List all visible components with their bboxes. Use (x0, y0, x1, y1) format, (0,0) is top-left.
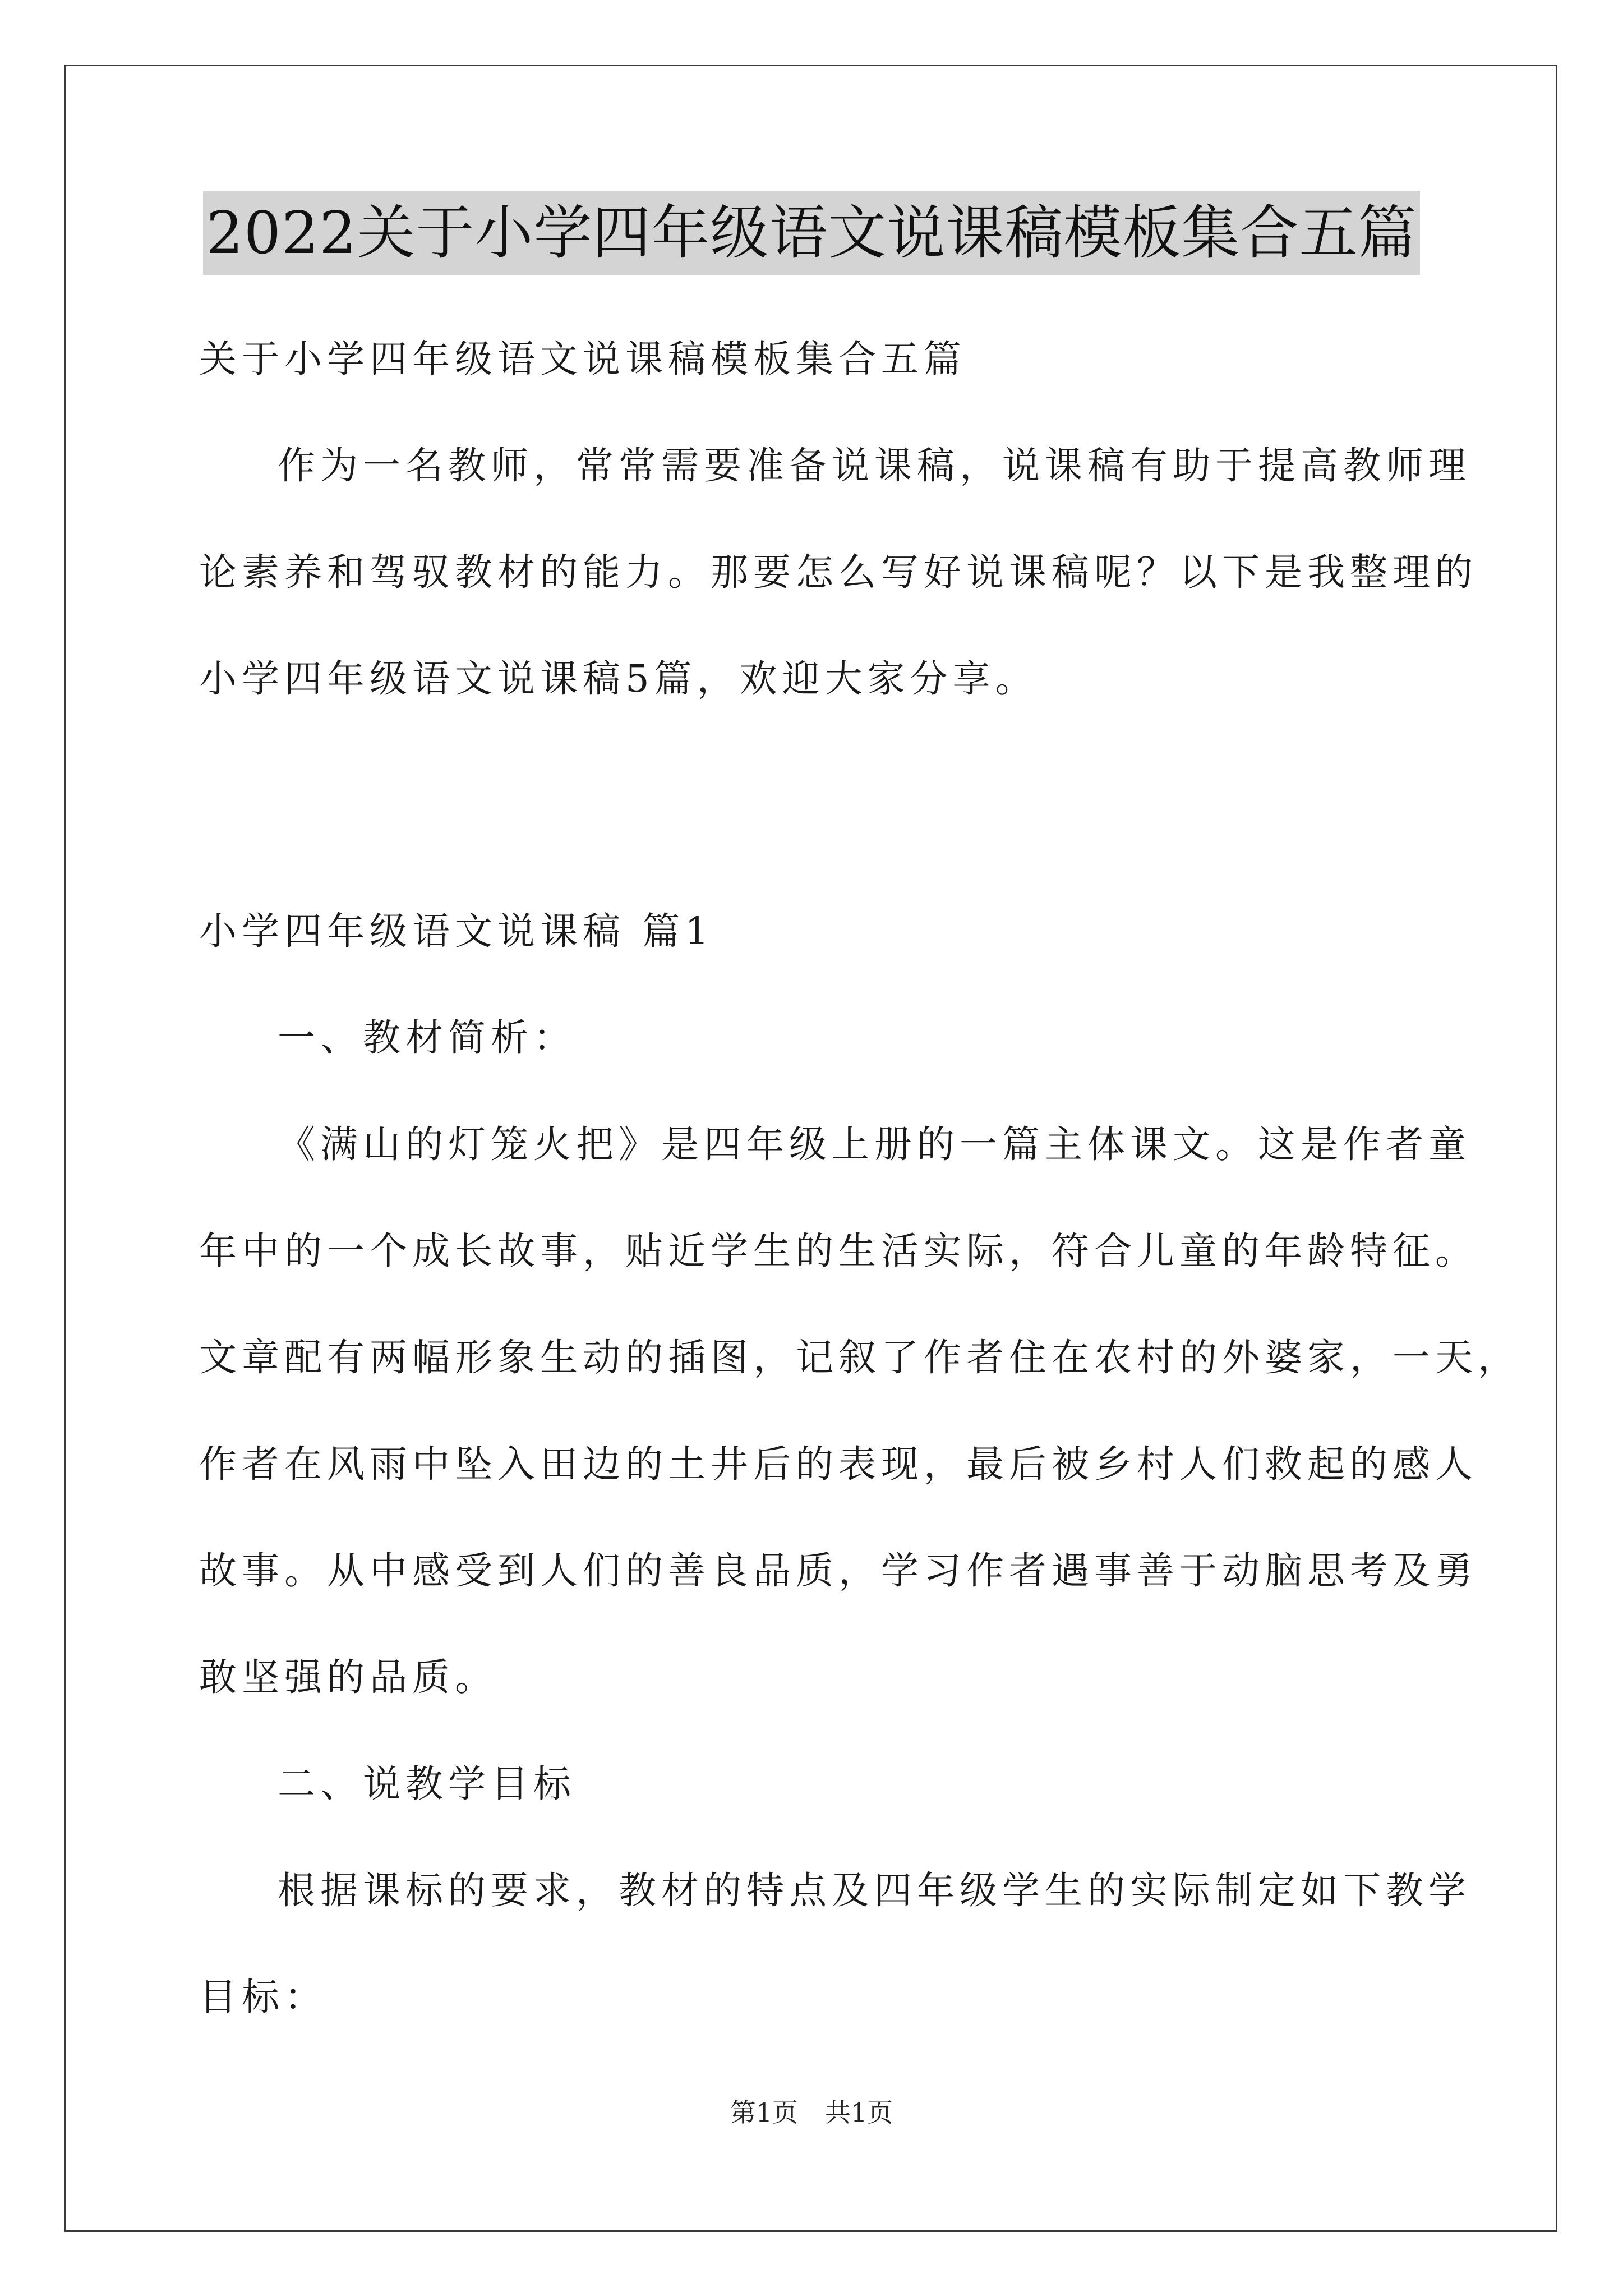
heading-analysis (199, 984, 1455, 1091)
goals-paragraph (199, 1837, 1471, 2050)
intro-line: 作为一名教师，常常需要准备说课稿，说课稿有助于提高教师理 (278, 444, 1471, 487)
intro-line: 小学四年级语文说课稿5篇，欢迎大家分享。 (199, 657, 1038, 701)
page-number: 第1页 (730, 2097, 798, 2128)
title-container (0, 191, 1623, 275)
page-footer (0, 2092, 1623, 2129)
document-title: 2022关于小学四年级语文说课稿模板集合五篇 (203, 191, 1421, 275)
heading-goals-text: 二、说教学目标 (278, 1762, 576, 1806)
subtitle-text: 关于小学四年级语文说课稿模板集合五篇 (199, 337, 966, 381)
analysis-line: 故事。从中感受到人们的善良品质，学习作者遇事善于动脑思考及勇 (199, 1549, 1478, 1593)
intro-line: 论素养和驾驭教材的能力。那要怎么写好说课稿呢？以下是我整理的 (199, 550, 1478, 594)
analysis-line: 文章配有两幅形象生动的插图，记叙了作者住在农村的外婆家，一天， (199, 1336, 1520, 1379)
analysis-line: 作者在风雨中坠入田边的土井后的表现，最后被乡村人们救起的感人 (199, 1442, 1478, 1486)
section-heading-text: 小学四年级语文说课稿 篇1 (199, 909, 714, 953)
heading-analysis-text: 一、教材简析： (278, 1016, 576, 1060)
analysis-paragraph (199, 1091, 1520, 1731)
heading-goals (199, 1731, 1455, 1837)
analysis-line: 敢坚强的品质。 (199, 1655, 497, 1699)
goals-line: 目标： (199, 1975, 327, 2019)
analysis-line: 年中的一个成长故事，贴近学生的生活实际，符合儿童的年龄特征。 (199, 1229, 1478, 1273)
intro-paragraph (199, 412, 1478, 732)
analysis-line: 《满山的灯笼火把》是四年级上册的一篇主体课文。这是作者童 (278, 1122, 1471, 1166)
goals-line: 根据课标的要求，教材的特点及四年级学生的实际制定如下教学 (278, 1869, 1471, 1912)
subtitle (199, 306, 1455, 412)
page-total: 共1页 (825, 2097, 893, 2128)
section-heading (199, 878, 1455, 984)
